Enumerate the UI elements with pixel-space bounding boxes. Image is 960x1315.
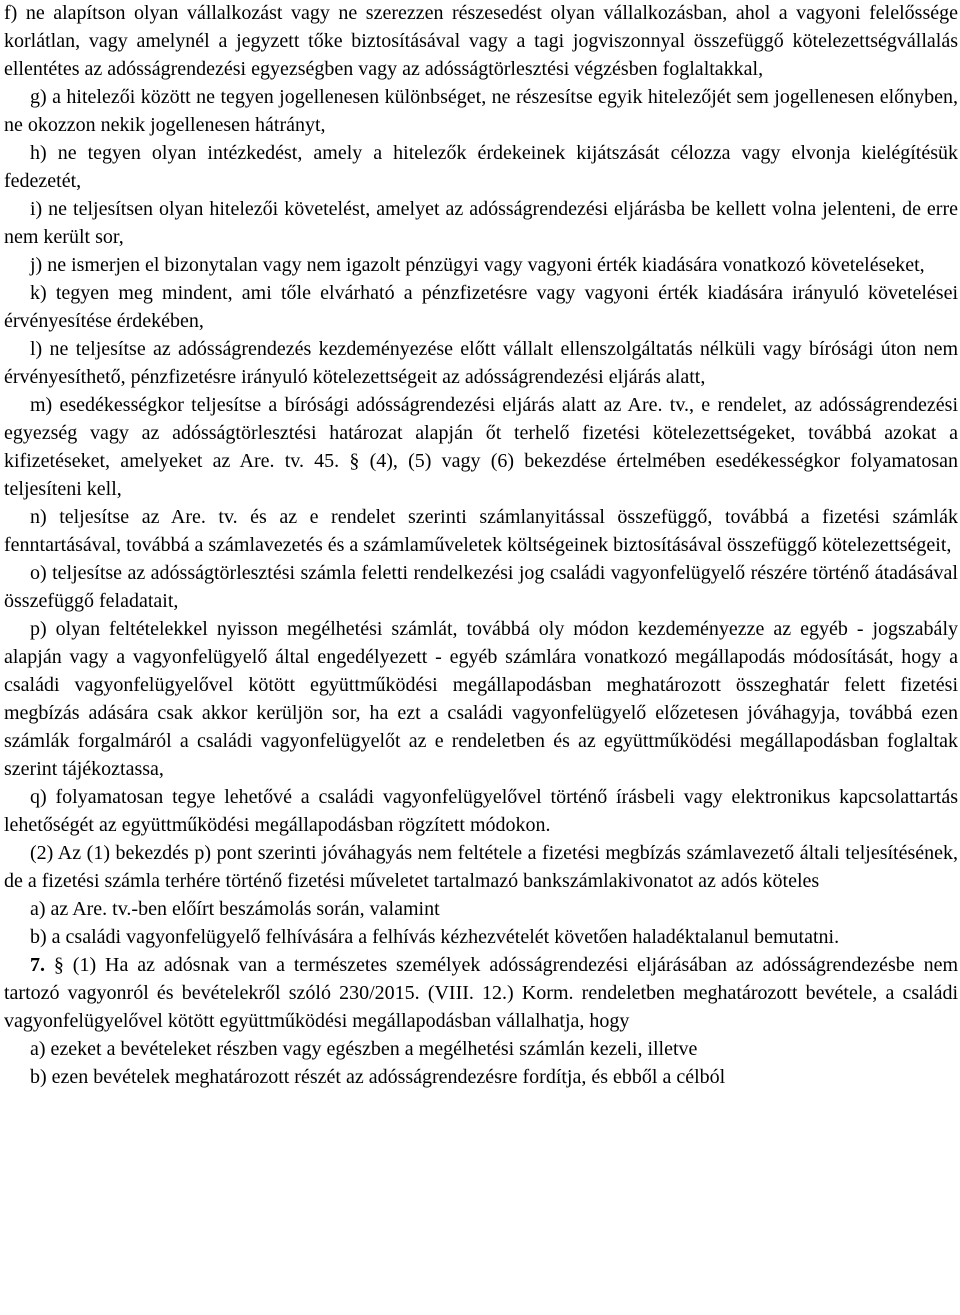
paragraph-j: j) ne ismerjen el bizonytalan vagy nem igazolt pénzügyi vagy vagyoni érték kiadására vonatkozó követeléseket, — [30, 254, 925, 276]
paragraph-2a: a) az Are. tv.-ben előírt beszámolás során, valamint — [30, 898, 440, 920]
paragraph-h: h) ne tegyen olyan intézkedést, amely a hitelezők érdekeinek kijátszását célozza vagy elvonja kielégítésük fedezetét, — [4, 142, 958, 192]
paragraph-section-2: (2) Az (1) bekezdés p) pont szerinti jóváhagyás nem feltétele a fizetési megbízás számlavezető általi teljesítésének, de a fizetési számla terhére történő fizetési műveletet tartalmazó bankszámlakivonatot az adós köteles — [4, 842, 958, 892]
paragraph-m: m) esedékességkor teljesítse a bírósági adósságrendezési eljárás alatt az Are. tv., e rendelet, az adósságrendezési egyezség vagy az adósságtörlesztési határozat alapján őt terhelő fizetési kötelezettségeket, továbbá azokat a kifizetéseket, amelyeket az Are. tv. 45. § (4), (5) vagy (6) bekezdése értelmében esedékességkor folyamatosan teljesíteni kell, — [4, 394, 958, 500]
paragraph-n: n) teljesítse az Are. tv. és az e rendelet szerinti számlanyitással összefüggő, továbbá a fizetési számlák fenntartásával, továbbá a számlavezetés és a számlaműveletek költségeinek biztosításával összefüggő kötelezettségeit, — [4, 506, 958, 556]
paragraph-l: l) ne teljesítse az adósságrendezés kezdeményezése előtt vállalt ellenszolgáltatás nélküli vagy bírósági úton nem érvényesíthető, pénzfizetésre irányuló kötelezettségeit az adósságrendezési eljárás alatt, — [4, 338, 958, 388]
paragraph-7a: a) ezeket a bevételeket részben vagy egészben a megélhetési számlán kezeli, illetve — [30, 1038, 698, 1060]
section-number: 7. — [30, 954, 45, 976]
paragraph-7b: b) ezen bevételek meghatározott részét az adósságrendezésre fordítja, és ebből a célból — [30, 1066, 726, 1088]
paragraph-o: o) teljesítse az adósságtörlesztési számla feletti rendelkezési jog családi vagyonfelügyelő részére történő átadásával összefüggő feladatait, — [4, 562, 958, 612]
paragraph-i: i) ne teljesítsen olyan hitelezői követelést, amelyet az adósságrendezési eljárásba be kellett volna jelenteni, de erre nem került sor, — [4, 198, 958, 248]
paragraph-q: q) folyamatosan tegye lehetővé a családi vagyonfelügyelővel történő írásbeli vagy elektronikus kapcsolattartás lehetőségét az együttműködési megállapodásban rögzített módokon. — [4, 786, 958, 836]
paragraph-2b: b) a családi vagyonfelügyelő felhívására a felhívás kézhezvételét követően haladéktalanul bemutatni. — [30, 926, 840, 948]
paragraph-g: g) a hitelezői között ne tegyen jogellenesen különbséget, ne részesítse egyik hitelezőjét sem jogellenesen előnyben, ne okozzon nekik jogellenesen hátrányt, — [4, 86, 958, 136]
paragraph-p: p) olyan feltételekkel nyisson megélhetési számlát, továbbá oly módon kezdeményezze az egyéb - jogszabály alapján vagy a vagyonfelügyelő által engedélyezett - egyéb számlára vonatkozó megállapodás módosítását, hogy a családi vagyonfelügyelővel kötött együttműködési megállapodásban meghatározott összeghatár felett fizetési megbízás adására csak akkor kerüljön sor, ha ezt a családi vagyonfelügyelő előzetesen jóváhagyja, továbbá ezen számlák forgalmáról a családi vagyonfelügyelőt az e rendeletben és az együttműködési megállapodásban foglaltak szerint tájékoztassa, — [4, 618, 958, 780]
document-page — [4, 0, 958, 1091]
paragraph-k: k) tegyen meg mindent, ami tőle elvárható a pénzfizetésre vagy vagyoni érték kiadására irányuló követelései érvényesítése érdekében, — [4, 282, 958, 332]
paragraph-section-7: 7. § (1) Ha az adósnak van a természetes személyek adósságrendezési eljárásában az adósságrendezésbe nem tartozó vagyonról és bevételekről szóló 230/2015. (VIII. 12.) Korm. rendeletben meghatározott bevétele, a családi vagyonfelügyelővel kötött együttműködési megállapodásban vállalhatja, hogy — [4, 954, 959, 1032]
paragraph-f: f) ne alapítson olyan vállalkozást vagy ne szerezzen részesedést olyan vállalkozásban, ahol a vagyoni felelőssége korlátlan, vagy amelynél a jegyzett tőke biztosításával vagy a tagi jogviszonnyal összefüggő kötelezettségvállalás ellentétes az adósságrendezési egyezségben vagy az adósságtörlesztési végzésben foglaltakkal, — [4, 2, 958, 80]
